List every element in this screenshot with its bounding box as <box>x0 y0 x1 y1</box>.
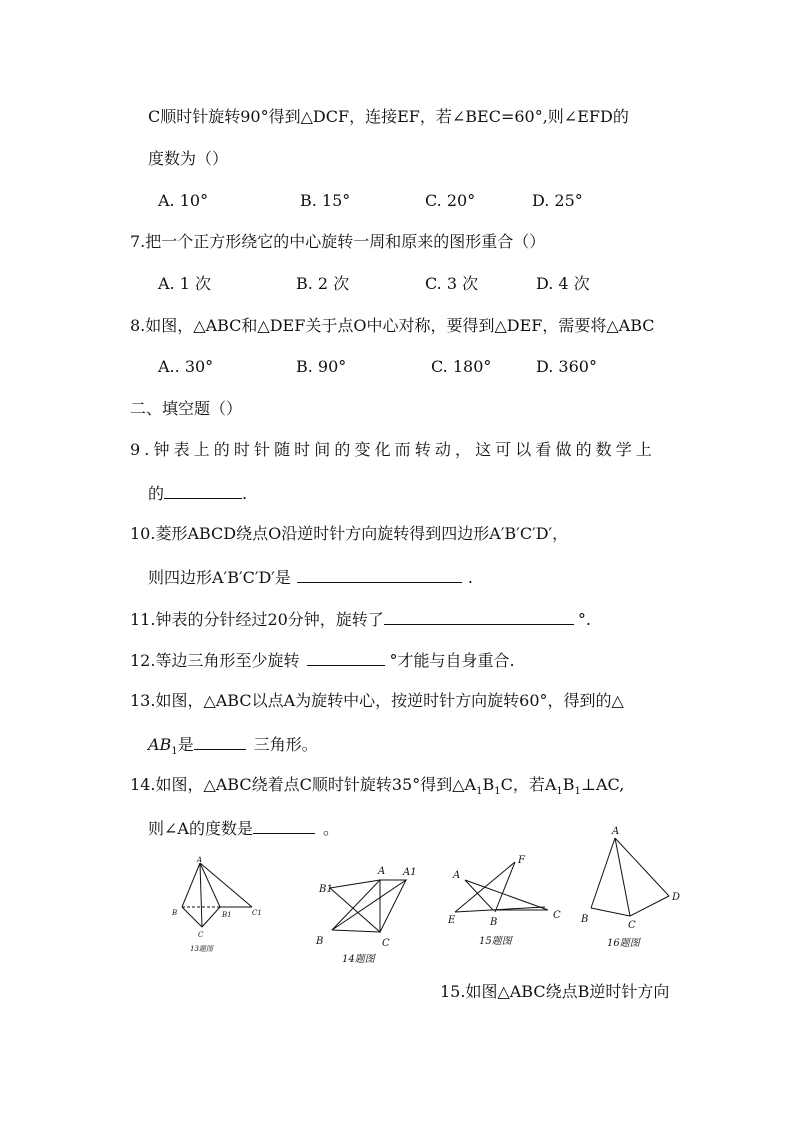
fig16-label-b: B <box>581 914 589 925</box>
q7-option-d: D. 4 次 <box>536 274 590 293</box>
fig14-caption: 14题图 <box>342 954 375 965</box>
fig15-label-f: F <box>518 855 525 866</box>
q14-sub-2: 1 <box>494 786 501 798</box>
fig15-label-e: E <box>448 915 456 926</box>
q13-answer-blank[interactable] <box>194 733 246 750</box>
fig13-label-a: A <box>197 856 203 864</box>
q10-text: 10.菱形ABCD绕点O沿逆时针方向旋转得到四边形A′B′C′D′， <box>130 524 569 543</box>
q14-part-d: B <box>562 775 575 794</box>
q11-prefix: 11.钟表的分针经过20分钟，旋转了 <box>130 610 384 629</box>
q14-text <box>130 775 624 802</box>
fig13-caption: 13题图 <box>190 945 213 953</box>
q9-suffix: . <box>242 484 248 503</box>
q10-answer-blank[interactable] <box>297 566 462 583</box>
fig16-label-c: C <box>628 920 636 931</box>
q8-option-a: A.. 30° <box>158 357 214 376</box>
fig14-label-b1: B1 <box>319 884 333 895</box>
fig14-label-b: B <box>316 936 324 947</box>
fig13-label-c1: C1 <box>252 909 262 917</box>
fig14-label-c: C <box>382 938 390 949</box>
q15-text: 15.如图△ABC绕点B逆时针方向 <box>440 982 670 1001</box>
figure-16 <box>575 820 695 952</box>
figure-13 <box>160 845 280 960</box>
q14-part-a: 14.如图，△ABC绕着点C顺时针旋转35°得到△A <box>130 775 477 794</box>
q10-prefix: 则四边形A′B′C′D′是 <box>148 568 291 587</box>
fig15-label-b: B <box>490 917 498 928</box>
fig13-label-b1: B1 <box>222 911 232 919</box>
q14-sub-4: 1 <box>574 786 581 798</box>
fig13-label-c: C <box>198 931 204 939</box>
q6-option-c: C. 20° <box>425 191 476 210</box>
fig13-label-b: B <box>172 909 178 917</box>
q12-text <box>130 649 515 671</box>
fig15-label-c: C <box>553 910 561 921</box>
q11-suffix: °. <box>577 610 591 629</box>
fig16-label-d: D <box>672 892 681 903</box>
q10-text-continued <box>148 566 473 588</box>
q14-prefix: 则∠A的度数是 <box>148 819 253 838</box>
q13-tri-name: AB <box>148 735 172 754</box>
q11-answer-blank[interactable] <box>384 608 574 625</box>
fig15-caption: 15题图 <box>479 936 512 947</box>
q7-option-a: A. 1 次 <box>158 274 211 293</box>
fig16-caption: 16题图 <box>607 938 640 949</box>
q6-option-d: D. 25° <box>532 191 583 210</box>
q13-sub: 1 <box>171 746 178 758</box>
q8-option-d: D. 360° <box>536 357 597 376</box>
q11-text <box>130 608 591 630</box>
q14-text-continued <box>148 817 339 839</box>
q14-sub-3: 1 <box>556 786 563 798</box>
q14-sub-1: 1 <box>476 786 483 798</box>
q14-part-c: C，若A <box>500 775 557 794</box>
q12-answer-blank[interactable] <box>307 649 385 666</box>
q7-option-b: B. 2 次 <box>296 274 350 293</box>
q14-suffix: 。 <box>322 819 339 838</box>
q8-option-c: C. 180° <box>431 357 492 376</box>
q13-suffix: 三角形。 <box>253 735 318 754</box>
q12-prefix: 12.等边三角形至少旋转 <box>130 651 300 670</box>
q6-text-continued-2: 度数为（） <box>148 149 229 168</box>
q14-part-b: B <box>482 775 495 794</box>
q7-option-c: C. 3 次 <box>425 274 479 293</box>
q9-text: 9.钟表上的时针随时间的变化而转动，这可以看做的数学上 <box>130 440 656 459</box>
section-heading: 二、填空题（） <box>130 399 243 418</box>
q13-is: 是 <box>177 735 194 754</box>
fig14-label-a: A <box>378 866 386 877</box>
q14-answer-blank[interactable] <box>253 817 315 834</box>
q13-text: 13.如图，△ABC以点A为旋转中心，按逆时针方向旋转60°，得到的△ <box>130 691 624 710</box>
q8-option-b: B. 90° <box>296 357 347 376</box>
q10-suffix: . <box>467 568 474 587</box>
q6-option-b: B. 15° <box>300 191 351 210</box>
q8-text: 8.如图，△ABC和△DEF关于点O中心对称，要得到△DEF，需要将△ABC <box>130 316 655 335</box>
q7-text: 7.把一个正方形绕它的中心旋转一周和原来的图形重合（） <box>130 232 546 251</box>
q12-suffix: °才能与自身重合. <box>389 651 515 670</box>
q9-prefix: 的 <box>148 484 165 503</box>
fig16-label-a: A <box>612 826 620 837</box>
q9-answer-blank[interactable] <box>164 482 242 499</box>
q6-text-continued: C顺时针旋转90°得到△DCF，连接EF，若∠BEC=60°,则∠EFD的 <box>148 107 629 126</box>
figure-15 <box>445 850 575 950</box>
q9-text-continued <box>148 482 247 504</box>
q13-text-continued <box>148 733 318 762</box>
q14-part-e: ⊥AC, <box>580 775 625 794</box>
fig14-label-a1: A1 <box>403 867 417 878</box>
figure-14 <box>310 860 430 970</box>
q6-option-a: A. 10° <box>158 191 209 210</box>
fig15-label-a: A <box>453 870 461 881</box>
